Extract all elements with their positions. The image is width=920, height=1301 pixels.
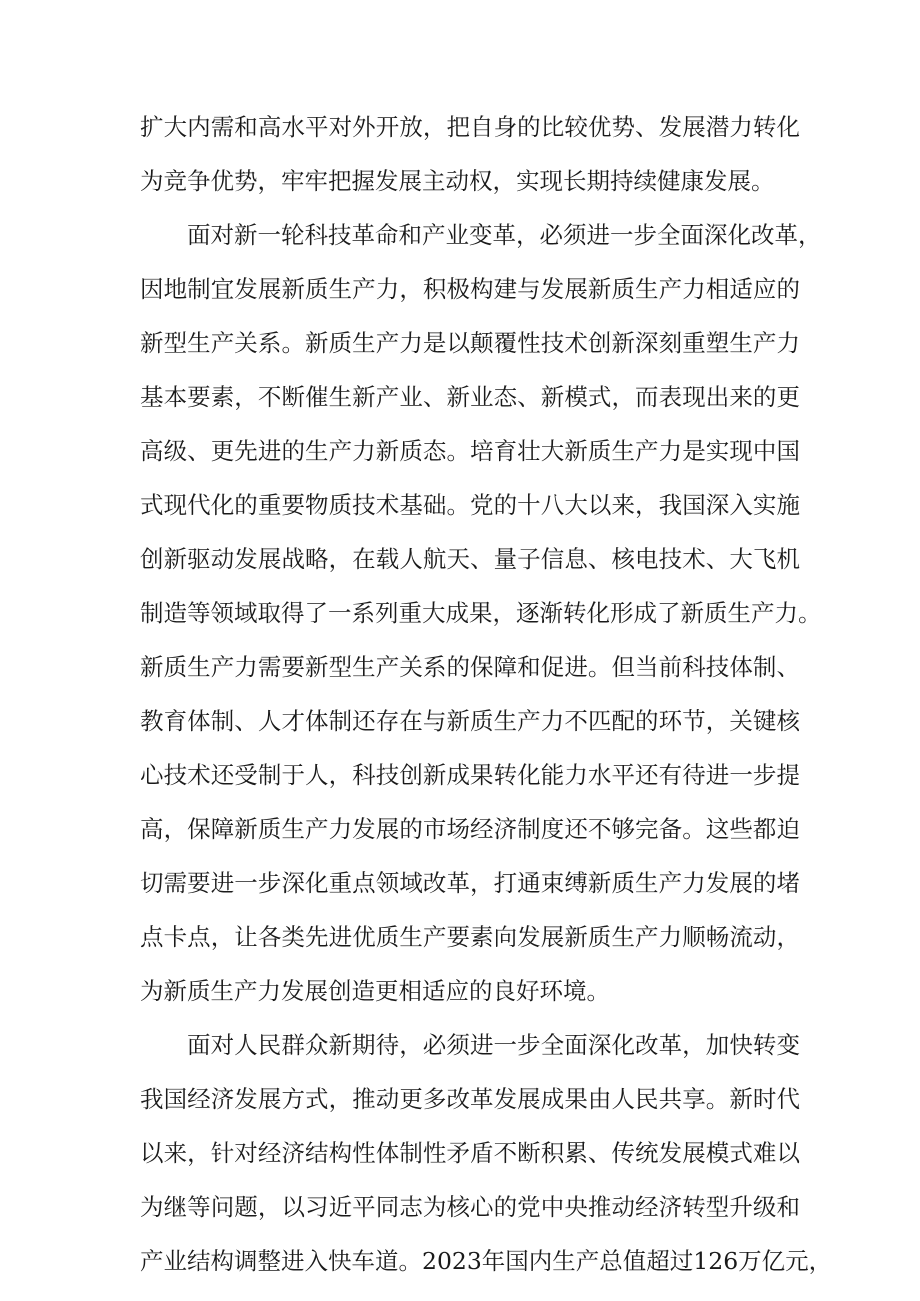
text-line: 制造等领域取得了一系列重大成果，逐渐转化形成了新质生产力。: [140, 599, 822, 627]
text-line: 点卡点，让各类先进优质生产要素向发展新质生产力顺畅流动，: [140, 923, 800, 951]
text-line: 创新驱动发展战略，在载人航天、量子信息、核电技术、大飞机: [140, 545, 800, 573]
text-line: 我国经济发展方式，推动更多改革发展成果由人民共享。新时代: [140, 1085, 800, 1113]
paragraph-first-line: 面对人民群众新期待，必须进一步全面深化改革，加快转变: [187, 1031, 800, 1059]
text-line: 心技术还受制于人，科技创新成果转化能力水平还有待进一步提: [140, 761, 800, 789]
text-line: 新质生产力需要新型生产关系的保障和促进。但当前科技体制、: [140, 653, 800, 681]
body-text: [140, 100, 833, 1288]
text-line: 高级、更先进的生产力新质态。培育壮大新质生产力是实现中国: [140, 437, 800, 465]
text-line: 式现代化的重要物质技术基础。党的十八大以来，我国深入实施: [140, 491, 800, 519]
text-line: 教育体制、人才体制还存在与新质生产力不匹配的环节，关键核: [140, 707, 800, 735]
text-line: 为竞争优势，牢牢把握发展主动权，实现长期持续健康发展。: [140, 167, 775, 195]
text-line: 为继等问题，以习近平同志为核心的党中央推动经济转型升级和: [140, 1193, 800, 1221]
paragraph-first-line: 面对新一轮科技革命和产业变革，必须进一步全面深化改革，: [187, 221, 822, 249]
text-line: 切需要进一步深化重点领域改革，打通束缚新质生产力发展的堵: [140, 869, 800, 897]
text-line: 为新质生产力发展创造更相适应的良好环境。: [140, 977, 610, 1005]
text-line: 基本要素，不断催生新产业、新业态、新模式，而表现出来的更: [140, 383, 800, 411]
text-line: 以来，针对经济结构性体制性矛盾不断积累、传统发展模式难以: [140, 1139, 800, 1167]
text-line: 新型生产关系。新质生产力是以颠覆性技术创新深刻重塑生产力: [140, 329, 800, 357]
text-line: 产业结构调整进入快车道。2023年国内生产总值超过126万亿元，: [140, 1247, 833, 1275]
text-line: 扩大内需和高水平对外开放，把自身的比较优势、发展潜力转化: [140, 113, 800, 141]
text-line: 因地制宜发展新质生产力，积极构建与发展新质生产力相适应的: [140, 275, 800, 303]
text-line: 高，保障新质生产力发展的市场经济制度还不够完备。这些都迫: [140, 815, 800, 843]
